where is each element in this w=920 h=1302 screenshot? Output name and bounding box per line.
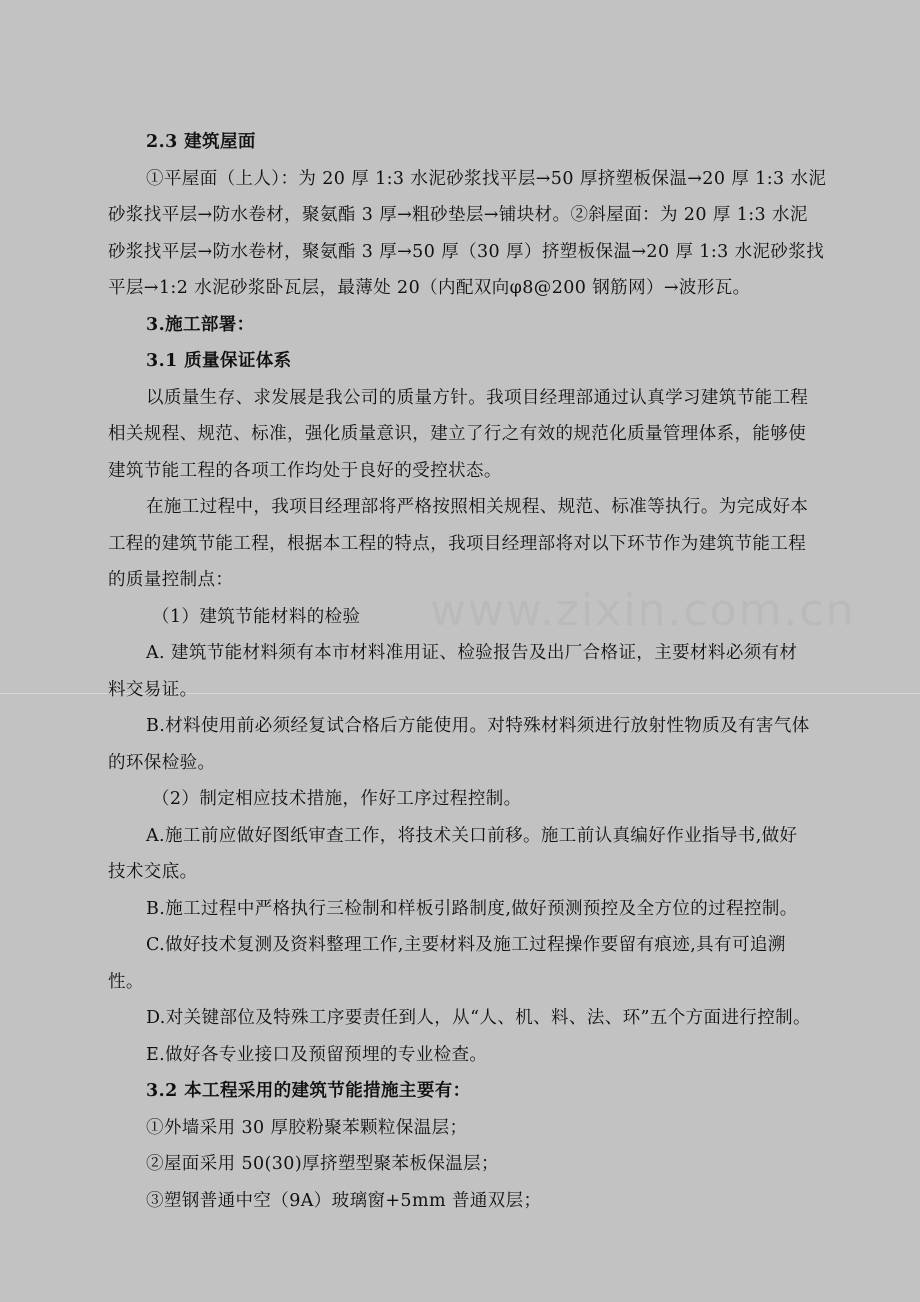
item-1-b (108, 708, 828, 781)
section-3-heading: 3.施工部署： (146, 314, 255, 335)
paragraph-line: 料交易证。 (108, 679, 198, 700)
document-page (108, 124, 828, 1219)
section-3-1-paragraph-1 (108, 380, 828, 490)
list-item: ①外墙采用 30 厚胶粉聚苯颗粒保温层； (146, 1117, 468, 1138)
item-2-heading: （2）制定相应技术措施，作好工序过程控制。 (152, 789, 522, 809)
section-3-2-heading: 3.2 本工程采用的建筑节能措施主要有： (146, 1081, 471, 1101)
item-2-a (108, 818, 828, 891)
paragraph-line: C.做好技术复测及资料整理工作,主要材料及施工过程操作要留有痕迹,具有可追溯 (146, 935, 786, 955)
item-1-heading: （1）建筑节能材料的检验 (152, 606, 361, 627)
paragraph-line: A.施工前应做好图纸审查工作，将技术关口前移。施工前认真编好作业指导书,做好 (146, 825, 798, 846)
paragraph-line: 相关规程、规范、标准，强化质量意识，建立了行之有效的规范化质量管理体系，能够使 (108, 424, 807, 444)
item-2-e (108, 1037, 828, 1074)
item-2-d (108, 1000, 828, 1037)
paragraph-line: 技术交底。 (108, 862, 198, 882)
section-3-2-list (108, 1110, 828, 1220)
paragraph-line: 在施工过程中，我项目经理部将严格按照相关规程、规范、标准等执行。为完成好本 (146, 497, 809, 517)
paragraph-line: A. 建筑节能材料须有本市材料准用证、检验报告及出厂合格证，主要材料必须有材 (146, 643, 798, 663)
paragraph-line: 平层→1:2 水泥砂浆卧瓦层，最薄处 20（内配双向φ8@200 钢筋网）→波形瓦。 (108, 278, 751, 298)
list-item: ③塑钢普通中空（9A）玻璃窗+5mm 普通双层； (146, 1190, 542, 1211)
paragraph-line: 工程的建筑节能工程，根据本工程的特点，我项目经理部将对以下环节作为建筑节能工程 (108, 533, 807, 554)
paragraph-line: 砂浆找平层→防水卷材，聚氨酯 3 厚→粗砂垫层→铺块材。②斜屋面：为 20 厚 1:3 水泥 (108, 205, 808, 225)
section-3-1-paragraph-2 (108, 489, 828, 599)
section-2-3-heading: 2.3 建筑屋面 (146, 132, 256, 152)
paragraph-line: 建筑节能工程的各项工作均处于良好的受控状态。 (108, 460, 502, 481)
watermark-text: www.zixin.com.cn (430, 585, 856, 636)
paragraph-line: 性。 (108, 971, 144, 992)
item-1-a (108, 635, 828, 708)
paragraph-line: 以质量生存、求发展是我公司的质量方针。我项目经理部通过认真学习建筑节能工程 (146, 387, 809, 408)
item-2-c (108, 927, 828, 1000)
paragraph-line: 的环保检验。 (108, 752, 216, 773)
section-2-3-paragraph (108, 161, 828, 307)
paragraph-line: 的质量控制点： (108, 570, 234, 590)
section-3-1-heading: 3.1 质量保证体系 (146, 351, 292, 371)
paragraph-line: 砂浆找平层→防水卷材，聚氨酯 3 厚→50 厚（30 厚）挤塑板保温→20 厚 1:3 水泥砂浆找 (108, 241, 825, 262)
paragraph-line: E.做好各专业接口及预留预埋的专业检查。 (146, 1044, 488, 1065)
paragraph-line: B.材料使用前必须经复试合格后方能使用。对特殊材料须进行放射性物质及有害气体 (146, 716, 810, 736)
paragraph-line: B.施工过程中严格执行三检制和样板引路制度,做好预测预控及全方位的过程控制。 (146, 898, 798, 919)
paragraph-line: ①平屋面（上人）：为 20 厚 1:3 水泥砂浆找平层→50 厚挤塑板保温→20 厚 1:3 水泥 (146, 168, 827, 189)
item-2-b (108, 891, 828, 928)
paragraph-line: D.对关键部位及特殊工序要责任到人，从“人、机、料、法、环”五个方面进行控制。 (146, 1008, 811, 1028)
list-item: ②屋面采用 50(30)厚挤塑型聚苯板保温层； (146, 1154, 499, 1174)
